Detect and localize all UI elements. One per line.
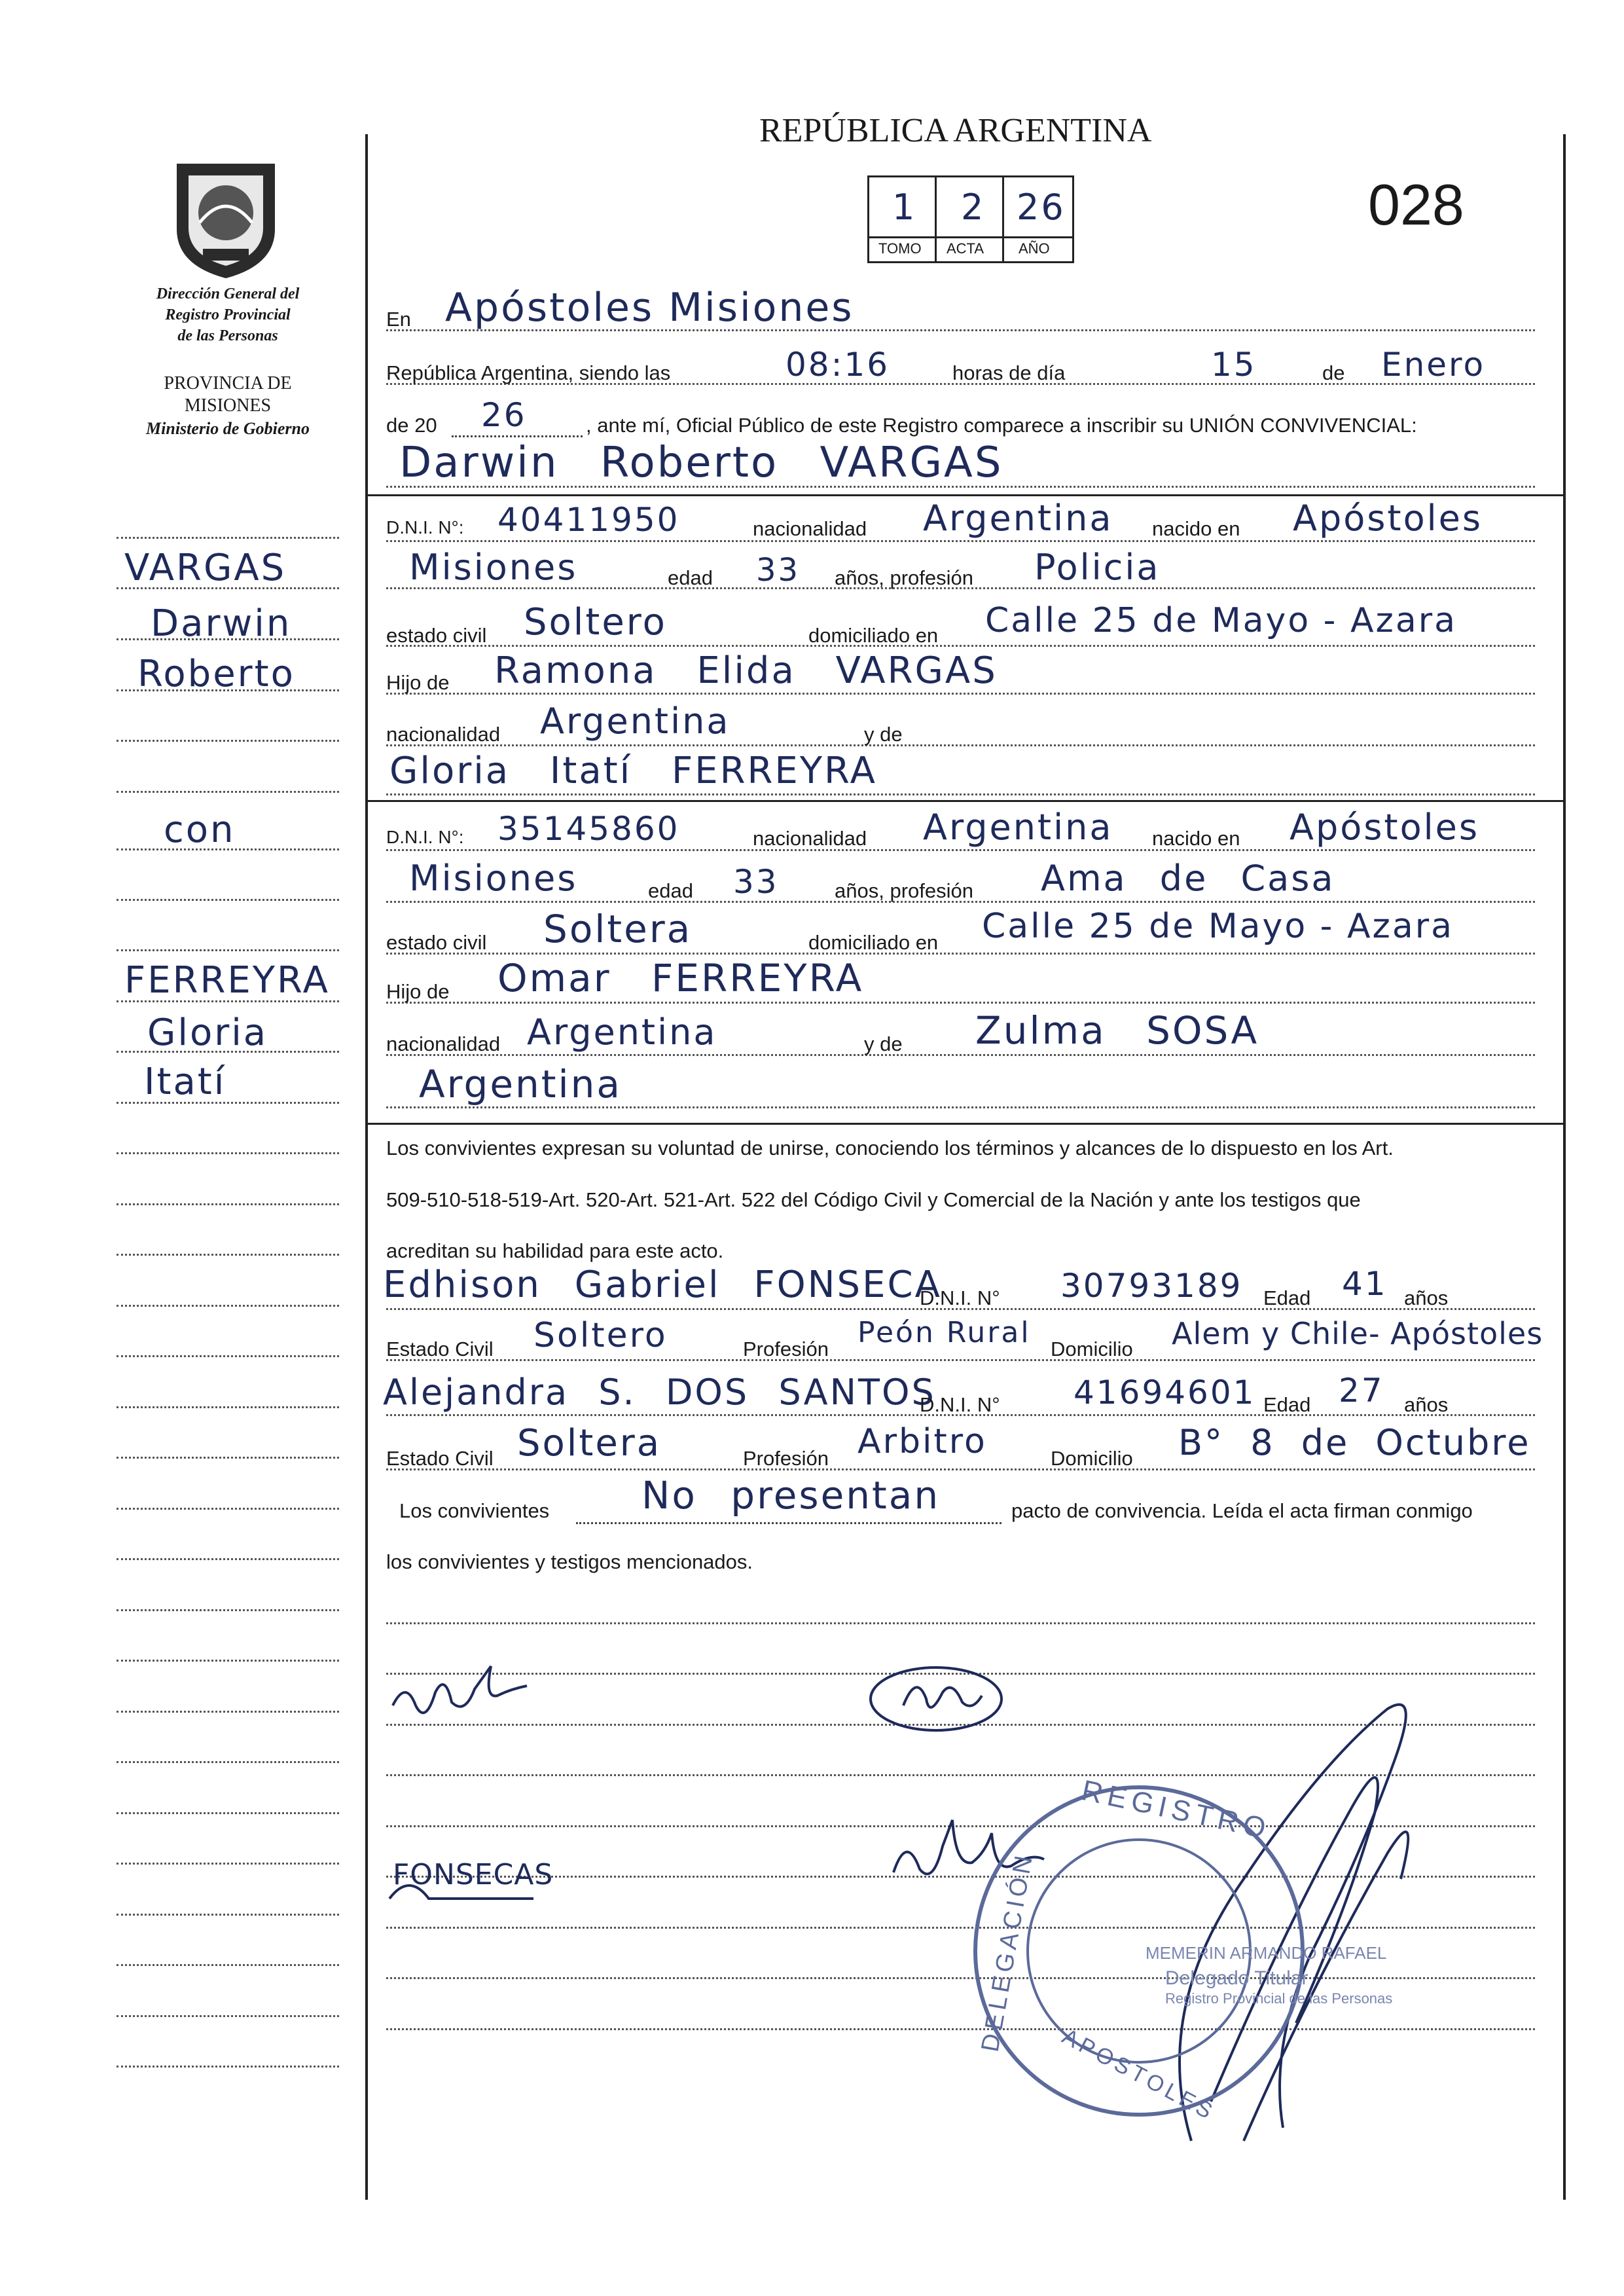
stamp-office: Registro Provincial de las Personas xyxy=(1165,1990,1393,2007)
p2-nacionalidad-value: Argentina xyxy=(923,807,1113,848)
side-line xyxy=(117,791,339,793)
p2-dni-label: D.N.I. N°: xyxy=(386,827,464,847)
side-name-second2: Itatí xyxy=(144,1061,226,1103)
de20-label: de 20 xyxy=(386,414,437,437)
p2-hijo-label: Hijo de xyxy=(386,980,450,1003)
anio-value: 26 xyxy=(1017,187,1066,228)
side-line xyxy=(117,1711,339,1713)
stamp-ring-top: REGISTRO xyxy=(1079,1774,1274,1846)
registry-box xyxy=(867,175,1074,263)
hora-value: 08:16 xyxy=(785,346,890,384)
dept-line3: de las Personas xyxy=(177,327,278,344)
p1-nacido-value: Apóstoles xyxy=(1293,498,1483,539)
w2-domicilio-value: B° 8 de Octubre xyxy=(1178,1422,1531,1463)
dept-line2: Registro Provincial xyxy=(165,306,291,323)
side-name-con: con xyxy=(164,809,236,851)
dept-line1: Dirección General del xyxy=(156,285,300,302)
w2-profesion-value: Arbitro xyxy=(857,1422,987,1461)
p2-nacido-value: Apóstoles xyxy=(1290,807,1479,848)
dia-value: 15 xyxy=(1211,346,1257,384)
p1-madre-value: Gloria Itatí FERREYRA xyxy=(389,750,877,792)
p2-profesion-value: Ama de Casa xyxy=(1041,858,1335,899)
p1-nacionalidad-label: nacionalidad xyxy=(753,517,867,540)
side-line xyxy=(117,1355,339,1357)
side-line xyxy=(117,1609,339,1611)
p2-nac-label: nacionalidad xyxy=(386,1032,501,1055)
p2-estado-label: estado civil xyxy=(386,931,487,954)
w2-domicilio-label: Domicilio xyxy=(1051,1447,1133,1470)
side-line xyxy=(117,1914,339,1916)
side-line xyxy=(117,740,339,742)
closing-conv-label: Los convivientes xyxy=(399,1499,550,1522)
acta-value: 2 xyxy=(961,187,986,228)
acta-number: 028 xyxy=(1368,172,1464,237)
side-line xyxy=(117,1660,339,1662)
signature-fonseca-print: FONSECAS xyxy=(393,1858,554,1891)
w1-estado-label: Estado Civil xyxy=(386,1338,494,1360)
tomo-value: 1 xyxy=(892,187,917,228)
w2-estado-value: Soltera xyxy=(517,1422,662,1465)
side-name-surname1: VARGAS xyxy=(124,547,287,589)
stamp-title: Delegado Titular xyxy=(1165,1967,1308,1989)
p2-dni-value: 35145860 xyxy=(497,810,680,848)
side-name-surname2: FERREYRA xyxy=(124,959,330,1002)
side-line xyxy=(117,1406,339,1408)
p1-domicilio-label: domiciliado en xyxy=(808,624,939,647)
p1-lugar2-value: Misiones xyxy=(409,547,578,588)
en-value: Apóstoles Misiones xyxy=(445,285,854,331)
side-line xyxy=(117,1305,339,1307)
w2-profesion-label: Profesión xyxy=(743,1447,829,1470)
p1-estado-value: Soltero xyxy=(524,601,667,644)
p2-nac-madre-value: Argentina xyxy=(419,1062,622,1106)
side-line xyxy=(117,1761,339,1763)
side-line xyxy=(117,2066,339,2068)
divider-person2 xyxy=(365,800,1566,802)
divider-person1 xyxy=(365,494,1566,496)
w2-name: Alejandra S. DOS SANTOS xyxy=(383,1372,936,1413)
side-name-first1: Darwin xyxy=(151,602,292,645)
anio-label: AÑO xyxy=(1019,240,1050,257)
frame-right-rule xyxy=(1563,134,1566,2200)
divider-legal xyxy=(365,1123,1566,1125)
w1-dni-value: 30793189 xyxy=(1060,1267,1243,1305)
side-line xyxy=(117,1964,339,1966)
closing-pacto-text: pacto de convivencia. Leída el acta firman conmigo xyxy=(1011,1499,1473,1522)
side-line xyxy=(117,1508,339,1510)
official-stamp xyxy=(969,1774,1393,2126)
p2-edad-value: 33 xyxy=(733,863,779,901)
p2-nacido-label: nacido en xyxy=(1152,827,1240,850)
legal-line2: 509-510-518-519-Art. 520-Art. 521-Art. 522 del Código Civil y Comercial de la Nación y ante los testigos que xyxy=(386,1188,1361,1211)
side-line xyxy=(117,1203,339,1205)
w1-domicilio-value: Alem y Chile- Apóstoles xyxy=(1172,1316,1543,1351)
person1-full-name: Darwin Roberto VARGAS xyxy=(399,439,1003,487)
w1-estado-value: Soltero xyxy=(533,1316,668,1355)
p1-dni-label: D.N.I. N°: xyxy=(386,517,464,538)
anio-written: 26 xyxy=(481,396,527,434)
side-line xyxy=(117,537,339,539)
mes-value: Enero xyxy=(1381,346,1486,384)
p1-profesion-value: Policia xyxy=(1034,547,1161,588)
p1-nac-padre-value: Argentina xyxy=(540,701,731,742)
prov-line1: PROVINCIA DE xyxy=(164,373,292,393)
p2-madre-value: Zulma SOSA xyxy=(975,1008,1259,1053)
horas-label: horas de día xyxy=(952,361,1066,384)
side-line xyxy=(117,1558,339,1560)
legal-line1: Los convivientes expresan su voluntad de unirse, conociendo los términos y alcances de lo dispuesto en los Art. xyxy=(386,1137,1394,1159)
side-line xyxy=(117,1863,339,1865)
p2-yde-label: y de xyxy=(864,1032,903,1055)
w1-edad-value: 41 xyxy=(1342,1265,1388,1303)
en-label: En xyxy=(386,308,411,331)
w1-edad-label: Edad xyxy=(1263,1286,1311,1309)
w1-anios-label: años xyxy=(1404,1286,1449,1309)
p1-hijo-label: Hijo de xyxy=(386,671,450,694)
w2-anios-label: años xyxy=(1404,1393,1449,1416)
side-line xyxy=(117,949,339,951)
p1-domicilio-value: Calle 25 de Mayo - Azara xyxy=(985,601,1457,640)
p1-padre-value: Ramona Elida VARGAS xyxy=(494,649,998,692)
prov-line2: MISIONES xyxy=(184,395,272,416)
stamp-ring-bottom: APOSTOLES xyxy=(1058,2024,1220,2126)
closing-line2: los convivientes y testigos mencionados. xyxy=(386,1550,753,1573)
province-seal-icon xyxy=(164,151,288,282)
p1-profesion-label: años, profesión xyxy=(835,566,973,589)
ministry-label: Ministerio de Gobierno xyxy=(146,419,310,438)
w1-name: Edhison Gabriel FONSECA xyxy=(383,1264,942,1306)
stamp-officer: MEMERIN ARMANDO RAFAEL xyxy=(1146,1943,1387,1963)
side-line xyxy=(117,1457,339,1459)
p1-estado-label: estado civil xyxy=(386,624,487,647)
p2-padre-value: Omar FERREYRA xyxy=(497,956,864,1000)
w2-edad-value: 27 xyxy=(1339,1372,1384,1410)
side-line xyxy=(117,2015,339,2017)
p2-lugar2-value: Misiones xyxy=(409,858,578,899)
p1-nac-label: nacionalidad xyxy=(386,723,501,746)
p2-estado-value: Soltera xyxy=(543,907,693,951)
tomo-label: TOMO xyxy=(878,240,922,257)
stamp-ring-left: DELEGACIÓN xyxy=(976,1850,1039,2054)
side-name-first2: Gloria xyxy=(147,1011,268,1054)
w1-domicilio-label: Domicilio xyxy=(1051,1338,1133,1360)
p1-nacido-label: nacido en xyxy=(1152,517,1240,540)
de-label: de xyxy=(1322,361,1345,384)
w2-edad-label: Edad xyxy=(1263,1393,1311,1416)
w2-dni-label: D.N.I. N° xyxy=(920,1393,1000,1416)
legal-line3: acreditan su habilidad para este acto. xyxy=(386,1239,724,1262)
p2-nac-padre-value: Argentina xyxy=(527,1011,717,1053)
side-line xyxy=(117,899,339,901)
country-title: REPÚBLICA ARGENTINA xyxy=(759,112,1152,149)
w1-dni-label: D.N.I. N° xyxy=(920,1286,1000,1309)
w2-dni-value: 41694601 xyxy=(1074,1374,1256,1412)
acta-label: ACTA xyxy=(947,240,984,257)
w1-profesion-value: Peón Rural xyxy=(857,1316,1031,1349)
republica-label: República Argentina, siendo las xyxy=(386,361,671,384)
p2-nacionalidad-label: nacionalidad xyxy=(753,827,867,850)
p2-profesion-label: años, profesión xyxy=(835,879,973,902)
p1-dni-value: 40411950 xyxy=(497,501,680,539)
side-line xyxy=(117,1152,339,1154)
p2-domicilio-label: domiciliado en xyxy=(808,931,939,954)
side-line xyxy=(117,1254,339,1256)
side-name-second1: Roberto xyxy=(137,653,295,695)
signature-ferreyra xyxy=(864,1660,1008,1738)
w2-estado-label: Estado Civil xyxy=(386,1447,494,1470)
closing-conv-value: No presentan xyxy=(641,1473,941,1518)
p2-domicilio-value: Calle 25 de Mayo - Azara xyxy=(982,907,1454,946)
p1-edad-value: 33 xyxy=(756,552,801,589)
p1-yde-label: y de xyxy=(864,723,903,746)
statement-text: , ante mí, Oficial Público de este Registro comparece a inscribir su UNIÓN CONVIVENCIAL: xyxy=(586,414,1417,437)
signature-vargas xyxy=(386,1653,537,1732)
frame-left-rule xyxy=(365,134,368,2200)
side-line xyxy=(117,1812,339,1814)
p2-edad-label: edad xyxy=(648,879,693,902)
p1-nacionalidad-value: Argentina xyxy=(923,498,1113,539)
w1-profesion-label: Profesión xyxy=(743,1338,829,1360)
p1-edad-label: edad xyxy=(668,566,713,589)
